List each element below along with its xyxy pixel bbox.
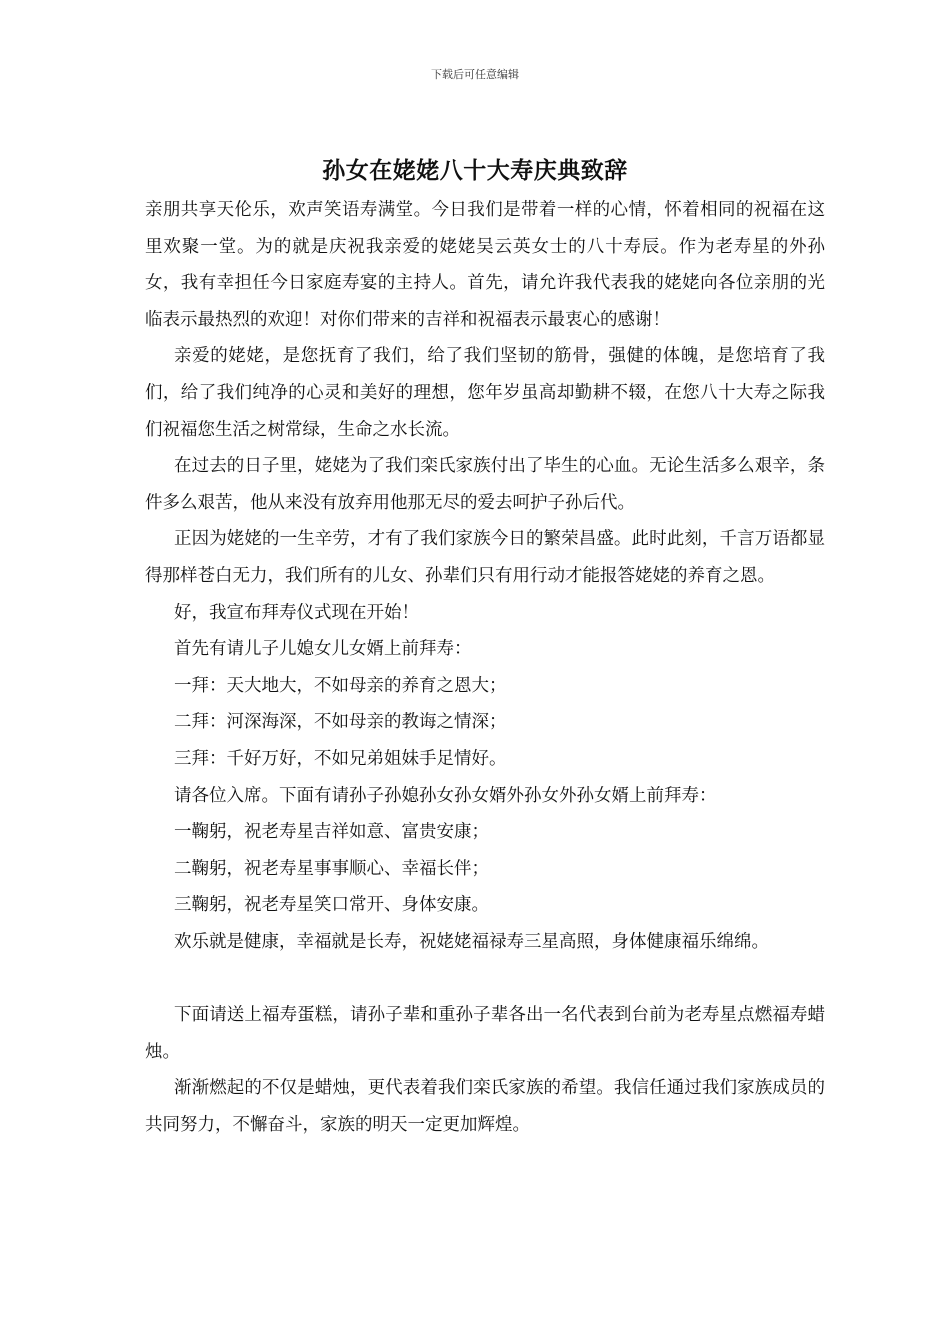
paragraph-closing: 渐渐燃起的不仅是蜡烛，更代表着我们栾氏家族的希望。我信任通过我们家族成员的共同努力，不懈奋斗，家族的明天一定更加辉煌。	[145, 1078, 825, 1135]
paragraph-kowtow-2: 二鞠躬，祝老寿星事事顺心、幸福长伴；	[174, 858, 489, 879]
paragraph-gratitude: 亲爱的姥姥，是您抚育了我们，给了我们坚韧的筋骨，强健的体魄，是您培育了我们，给了我们纯净的心灵和美好的理想，您年岁虽高却勤耕不辍，在您八十大寿之际我们祝福您生活之树常绿，生命之水长流。	[145, 346, 825, 440]
paragraph-children-invite: 首先有请儿子儿媳女儿女婿上前拜寿：	[174, 639, 472, 660]
paragraph-opening: 亲朋共享天伦乐，欢声笑语寿满堂。今日我们是带着一样的心情，怀着相同的祝福在这里欢聚一堂。为的就是庆祝我亲爱的姥姥吴云英女士的八十寿辰。作为老寿星的外孙女，我有幸担任今日家庭寿宴的主持人。首先，请允许我代表我的姥姥向各位亲朋的光临表示最热烈的欢迎！对你们带来的吉祥和祝福表示最衷心的感谢！	[145, 200, 825, 330]
paragraph-cake: 下面请送上福寿蛋糕，请孙子辈和重孙子辈各出一名代表到台前为老寿星点燃福寿蜡烛。	[145, 1005, 825, 1062]
paragraph-ceremony-start: 好，我宣布拜寿仪式现在开始！	[174, 602, 419, 623]
paragraph-kowtow-1: 一鞠躬，祝老寿星吉祥如意、富贵安康；	[174, 822, 489, 843]
paragraph-bow-3: 三拜：千好万好，不如兄弟姐妹手足情好。	[174, 748, 507, 769]
paragraph-grandchildren-invite: 请各位入席。下面有请孙子孙媳孙女孙女婿外孙女外孙女婿上前拜寿：	[174, 785, 717, 806]
document-body	[145, 192, 825, 1143]
paragraph-kowtow-3: 三鞠躬，祝老寿星笑口常开、身体安康。	[174, 895, 489, 916]
document-title: 孙女在姥姥八十大寿庆典致辞	[322, 157, 628, 184]
blank-line	[145, 960, 825, 997]
paragraph-bow-2: 二拜：河深海深，不如母亲的教诲之情深；	[174, 712, 507, 733]
paragraph-blessing: 欢乐就是健康，幸福就是长寿，祝姥姥福禄寿三星高照，身体健康福乐绵绵。	[174, 931, 769, 952]
paragraph-bow-1: 一拜：天大地大，不如母亲的养育之恩大；	[174, 675, 507, 696]
paragraph-past-days: 在过去的日子里，姥姥为了我们栾氏家族付出了毕生的心血。无论生活多么艰辛，条件多么艰苦，他从来没有放弃用他那无尽的爱去呵护子孙后代。	[145, 456, 825, 513]
header-note: 下载后可任意编辑	[431, 68, 519, 81]
paragraph-prosperity: 正因为姥姥的一生辛劳，才有了我们家族今日的繁荣昌盛。此时此刻，千言万语都显得那样苍白无力，我们所有的儿女、孙辈们只有用行动才能报答姥姥的养育之恩。	[145, 529, 825, 586]
